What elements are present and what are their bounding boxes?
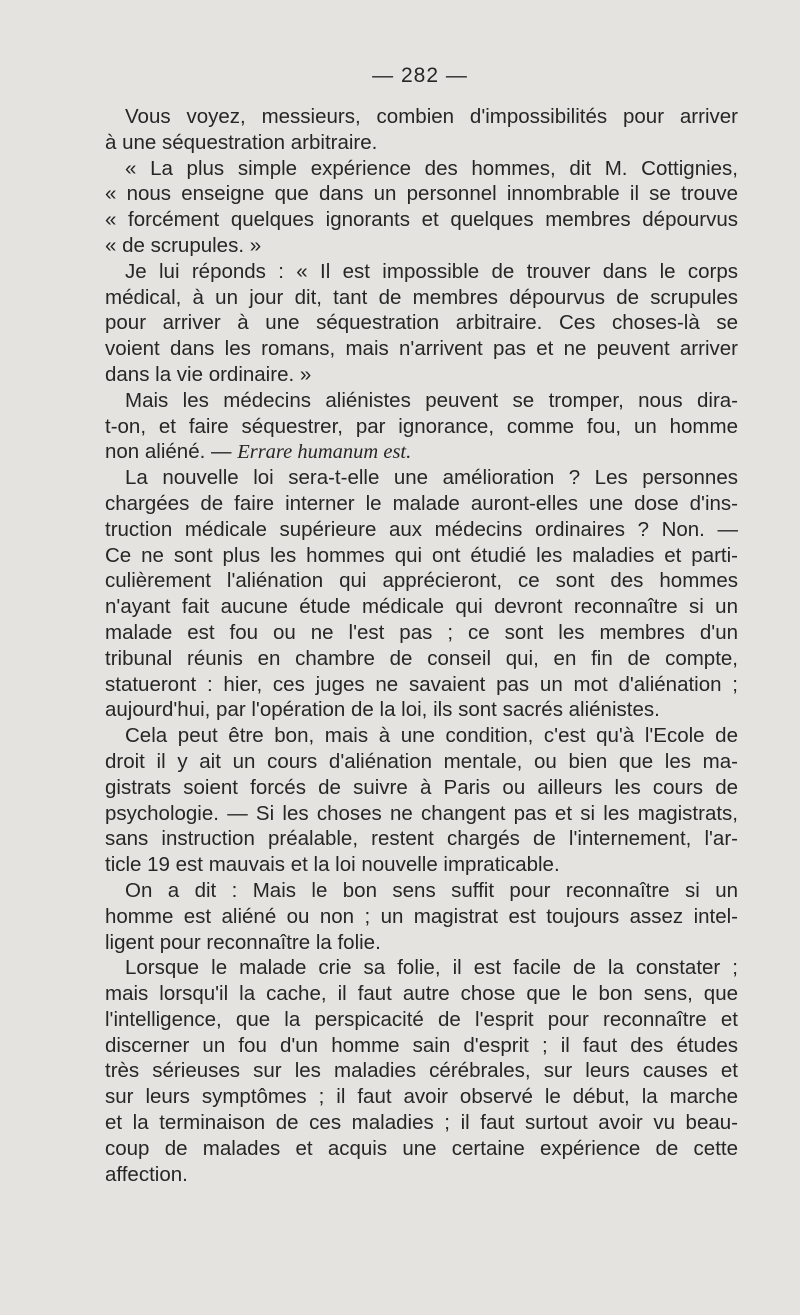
text-line-content: l'intelligence, que la perspicacité de l'esprit pour reconnaître et bbox=[105, 1007, 738, 1031]
text-line bbox=[105, 723, 738, 749]
text-line bbox=[105, 1058, 738, 1084]
text-line-content: Mais les médecins aliénistes peuvent se tromper, nous dira- bbox=[125, 388, 738, 412]
text-line bbox=[105, 491, 738, 517]
text-line bbox=[105, 646, 738, 672]
text-line bbox=[105, 620, 738, 646]
page-number: — 282 — bbox=[372, 64, 468, 87]
text-line-content: malade est fou ou ne l'est pas ; ce sont les membres d'un bbox=[105, 620, 738, 644]
text-line-content: Je lui réponds : « Il est impossible de trouver dans le corps bbox=[125, 259, 738, 283]
text-line-content: truction médicale supérieure aux médecins ordinaires ? Non. — bbox=[105, 517, 738, 541]
text-line-content: mais lorsqu'il la cache, il faut autre chose que le bon sens, que bbox=[105, 982, 738, 1006]
text-line-content: tribunal réunis en chambre de conseil qui, en fin de compte, bbox=[105, 646, 738, 670]
text-line-content: « La plus simple expérience des hommes, dit M. Cottignies, bbox=[125, 156, 738, 180]
text-line bbox=[105, 156, 738, 182]
text-line-content: très sérieuses sur les maladies cérébrales, sur leurs causes et bbox=[105, 1059, 738, 1083]
text-line-content: pour arriver à une séquestration arbitraire. Ces choses-là se bbox=[105, 311, 738, 335]
text-line bbox=[105, 955, 738, 981]
text-line bbox=[105, 233, 738, 259]
text-line-content: Cela peut être bon, mais à une condition, c'est qu'à l'Ecole de bbox=[125, 724, 738, 748]
text-line-content: dans la vie ordinaire. » bbox=[105, 362, 312, 386]
text-line bbox=[105, 594, 738, 620]
text-line-content: homme est aliéné ou non ; un magistrat est toujours assez intel- bbox=[105, 904, 738, 928]
text-line bbox=[105, 1084, 738, 1110]
text-line-content: droit il y ait un cours d'aliénation mentale, ou bien que les ma- bbox=[105, 749, 738, 773]
text-line bbox=[105, 981, 738, 1007]
text-line-content: culièrement l'aliénation qui apprécieront, ce sont des hommes bbox=[105, 569, 738, 593]
text-line-content: « de scrupules. » bbox=[105, 233, 262, 257]
text-line-content: gistrats soient forcés de suivre à Paris ou ailleurs les cours de bbox=[105, 775, 738, 799]
text-line bbox=[105, 568, 738, 594]
text-line bbox=[105, 517, 738, 543]
text-line bbox=[105, 259, 738, 285]
text-line bbox=[105, 672, 738, 698]
text-line-content: sur leurs symptômes ; il faut avoir observé le début, la marche bbox=[105, 1085, 738, 1109]
text-line-content: et la terminaison de ces maladies ; il faut surtout avoir vu beau- bbox=[105, 1111, 738, 1135]
text-line bbox=[105, 439, 738, 465]
text-line bbox=[105, 775, 738, 801]
text-line bbox=[105, 310, 738, 336]
text-line-content: coup de malades et acquis une certaine expérience de cette bbox=[105, 1136, 738, 1160]
text-line-content: n'ayant fait aucune étude médicale qui devront reconnaître si un bbox=[105, 595, 738, 619]
text-line bbox=[105, 336, 738, 362]
text-line bbox=[105, 285, 738, 311]
text-line bbox=[105, 130, 738, 156]
text-line bbox=[105, 801, 738, 827]
text-line bbox=[105, 1007, 738, 1033]
text-line bbox=[105, 852, 738, 878]
text-line bbox=[105, 465, 738, 491]
text-line-content: Lorsque le malade crie sa folie, il est facile de la constater ; bbox=[125, 956, 738, 980]
text-line-content: psychologie. — Si les choses ne changent pas et si les magistrats, bbox=[105, 801, 738, 825]
latin-quote: Errare humanum est. bbox=[237, 441, 412, 464]
text-line bbox=[105, 104, 738, 130]
text-line bbox=[105, 181, 738, 207]
text-line-content: Ce ne sont plus les hommes qui ont étudié les maladies et parti- bbox=[105, 543, 738, 567]
text-line-content: à une séquestration arbitraire. bbox=[105, 130, 378, 154]
text-line-content: « nous enseigne que dans un personnel innombrable il se trouve bbox=[105, 182, 738, 206]
text-line-content: voient dans les romans, mais n'arrivent pas et ne peuvent arriver bbox=[105, 337, 738, 361]
text-line bbox=[105, 388, 738, 414]
text-line-content: La nouvelle loi sera-t-elle une amélioration ? Les personnes bbox=[125, 466, 738, 490]
text-line-content: sans instruction préalable, restent chargés de l'internement, l'ar- bbox=[105, 827, 738, 851]
text-line-content: statueront : hier, ces juges ne savaient pas un mot d'aliénation ; bbox=[105, 672, 738, 696]
text-line-content: ligent pour reconnaître la folie. bbox=[105, 930, 381, 954]
text-line bbox=[105, 1162, 738, 1188]
text-line bbox=[105, 930, 738, 956]
text-line-content: ticle 19 est mauvais et la loi nouvelle impraticable. bbox=[105, 853, 560, 877]
text-line bbox=[105, 878, 738, 904]
text-line bbox=[105, 1033, 738, 1059]
text-line bbox=[105, 1110, 738, 1136]
text-line-content: t-on, et faire séquestrer, par ignorance, comme fou, un homme bbox=[105, 414, 738, 438]
text-line-content: Vous voyez, messieurs, combien d'impossibilités pour arriver bbox=[125, 105, 738, 128]
text-line bbox=[105, 749, 738, 775]
text-line bbox=[105, 826, 738, 852]
text-line bbox=[105, 697, 738, 723]
text-line-content: On a dit : Mais le bon sens suffit pour reconnaître si un bbox=[125, 878, 738, 902]
text-line bbox=[105, 362, 738, 388]
text-line-content: chargées de faire interner le malade auront-elles une dose d'ins- bbox=[105, 491, 738, 515]
text-line bbox=[105, 543, 738, 569]
text-line bbox=[105, 207, 738, 233]
text-line-content: discerner un fou d'un homme sain d'esprit ; il faut des études bbox=[105, 1033, 738, 1057]
text-line-content: affection. bbox=[105, 1162, 188, 1186]
body-text bbox=[105, 104, 738, 1187]
text-line-content: médical, à un jour dit, tant de membres dépourvus de scrupules bbox=[105, 285, 738, 309]
text-line-content: aujourd'hui, par l'opération de la loi, ils sont sacrés aliénistes. bbox=[105, 698, 660, 722]
text-line-content: « forcément quelques ignorants et quelques membres dépourvus bbox=[105, 208, 738, 232]
text-line bbox=[105, 414, 738, 440]
text-line bbox=[105, 904, 738, 930]
text-line-content: non aliéné. — bbox=[105, 440, 238, 464]
text-line bbox=[105, 1136, 738, 1162]
